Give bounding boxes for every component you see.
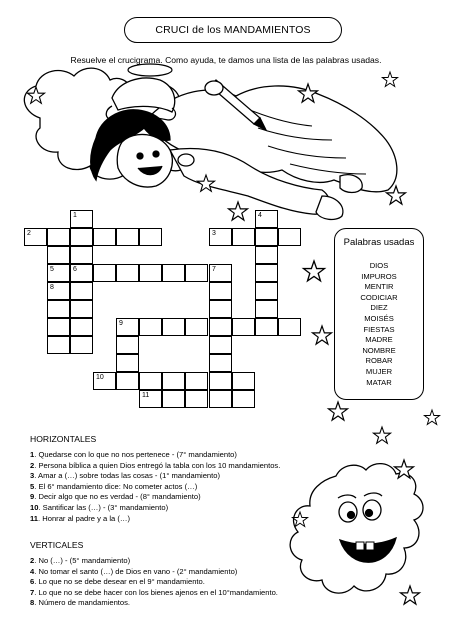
crossword-cell[interactable]: [116, 336, 139, 354]
clue-number: 9: [119, 320, 123, 327]
crossword-cell[interactable]: [255, 210, 278, 228]
crossword-cell[interactable]: [47, 246, 70, 264]
crossword-cell[interactable]: [209, 318, 232, 336]
crossword-cell[interactable]: [47, 228, 70, 246]
crossword-cell[interactable]: [162, 318, 185, 336]
crossword-cell[interactable]: [47, 318, 70, 336]
clue-item: [30, 588, 278, 599]
clue-item: [30, 567, 278, 578]
clue-number: 8: [50, 284, 54, 291]
crossword-cell[interactable]: [209, 282, 232, 300]
word-list-item: MENTIR: [364, 282, 394, 292]
word-list-item: MATAR: [366, 377, 392, 387]
clue-item: [30, 450, 280, 461]
word-list: [335, 261, 423, 388]
clue-number: 5: [30, 481, 35, 491]
crossword-cell[interactable]: [162, 372, 185, 390]
crossword-cell[interactable]: [278, 318, 301, 336]
crossword-cell[interactable]: [162, 390, 185, 408]
crossword-cell[interactable]: [47, 300, 70, 318]
crossword-cell[interactable]: [232, 228, 255, 246]
crossword-cell[interactable]: [209, 336, 232, 354]
crossword-cell[interactable]: [185, 264, 208, 282]
clue-number: 1: [73, 212, 77, 219]
instructions: Resuelve el crucigrama. Como ayuda, te damos una lista de las palabras usadas.: [70, 55, 382, 65]
clue-number: 2: [30, 556, 35, 565]
crossword-cell[interactable]: [232, 390, 255, 408]
crossword-cell[interactable]: [255, 282, 278, 300]
word-list-item: NOMBRE: [362, 345, 396, 355]
crossword-cell[interactable]: [209, 390, 232, 408]
crossword-cell[interactable]: [139, 390, 162, 408]
crossword-cell[interactable]: [24, 228, 47, 246]
crossword-cell[interactable]: [255, 300, 278, 318]
clue-number: 11: [142, 392, 150, 399]
clue-text: . Lo que no se debe desear en el 9° mandamiento.: [34, 577, 205, 587]
crossword-cell[interactable]: [116, 372, 139, 390]
clue-item: [30, 514, 280, 525]
word-list-title: Palabras usadas: [343, 237, 415, 248]
clue-text: . Santificar las (…) - (3° mandamiento): [38, 502, 169, 512]
verticales-heading: VERTICALES: [30, 540, 84, 550]
crossword-cell[interactable]: [70, 300, 93, 318]
clue-text: . Persona bíblica a quien Dios entregó la tabla con los 10 mandamientos.: [34, 460, 281, 470]
clue-text: . Número de mandamientos.: [34, 598, 131, 608]
horizontales-clue-list: [30, 450, 280, 524]
word-list-item: CODICIAR: [360, 292, 398, 302]
crossword-cell[interactable]: [255, 228, 278, 246]
clue-number: 11: [30, 513, 39, 523]
clue-number: 9: [30, 492, 35, 502]
clue-number: 10: [30, 502, 39, 512]
clue-number: 3: [30, 471, 35, 481]
crossword-cell[interactable]: [139, 264, 162, 282]
crossword-cell[interactable]: [162, 264, 185, 282]
word-list-item: FIESTAS: [363, 324, 395, 334]
crossword-cell[interactable]: [185, 318, 208, 336]
word-list-item: ROBAR: [365, 356, 393, 366]
crossword-cell[interactable]: [139, 228, 162, 246]
clue-item: [30, 556, 278, 567]
crossword-cell[interactable]: [185, 372, 208, 390]
crossword-cell[interactable]: [93, 264, 116, 282]
word-list-box: [334, 228, 424, 400]
clue-text: . No (…) - (5° mandamiento): [34, 556, 131, 565]
clue-number: 8: [30, 598, 35, 608]
crossword-cell[interactable]: [255, 318, 278, 336]
crossword-cell[interactable]: [70, 282, 93, 300]
crossword-cell[interactable]: [278, 228, 301, 246]
verticales-clue-list: [30, 556, 278, 609]
crossword-cell[interactable]: [116, 228, 139, 246]
clue-item: [30, 577, 278, 588]
clue-text: . Decir algo que no es verdad - (8° mandamiento): [34, 492, 201, 502]
clue-number: 6: [73, 266, 77, 273]
clue-number: 7: [212, 266, 216, 273]
crossword-cell[interactable]: [232, 318, 255, 336]
word-list-item: DIOS: [369, 261, 389, 270]
crossword-cell[interactable]: [185, 390, 208, 408]
clue-number: 10: [96, 374, 104, 381]
clue-text: . Quedarse con lo que no nos pertenece - (7° mandamiento): [34, 450, 237, 459]
page-title: CRUCI de los MANDAMIENTOS: [155, 24, 311, 36]
crossword-cell[interactable]: [93, 228, 116, 246]
crossword-cell[interactable]: [70, 264, 93, 282]
clue-item: [30, 598, 278, 609]
crossword-cell[interactable]: [209, 354, 232, 372]
word-list-item: IMPUROS: [361, 271, 397, 281]
crossword-cell[interactable]: [47, 282, 70, 300]
word-list-item: MUJER: [365, 366, 393, 376]
horizontales-heading: HORIZONTALES: [30, 434, 97, 444]
crossword-cell[interactable]: [116, 318, 139, 336]
word-list-item: DIEZ: [370, 303, 388, 313]
clue-number: 3: [212, 230, 216, 237]
word-list-item: MOISÉS: [364, 313, 394, 323]
clue-text: . Honrar al padre y a la (…): [38, 513, 131, 523]
crossword-cell[interactable]: [232, 372, 255, 390]
crossword-cell[interactable]: [255, 264, 278, 282]
crossword-cell[interactable]: [70, 318, 93, 336]
crossword-cell[interactable]: [209, 228, 232, 246]
crossword-cell[interactable]: [209, 372, 232, 390]
clue-item: [30, 503, 280, 514]
clue-number: 7: [30, 587, 35, 597]
crossword-cell[interactable]: [70, 336, 93, 354]
crossword-cell[interactable]: [47, 264, 70, 282]
crossword-cell[interactable]: [139, 372, 162, 390]
clue-text: . Lo que no se debe hacer con los bienes ajenos en el 10°mandamiento.: [34, 587, 278, 597]
crossword-cell[interactable]: [209, 300, 232, 318]
crossword-cell[interactable]: [209, 264, 232, 282]
clue-item: [30, 471, 280, 482]
crossword-cell[interactable]: [93, 372, 116, 390]
clue-number: 4: [258, 212, 262, 219]
clue-number: 4: [30, 566, 35, 576]
clue-number: 6: [30, 577, 35, 587]
crossword-cell[interactable]: [70, 228, 93, 246]
clue-item: [30, 482, 280, 493]
clue-number: 1: [30, 450, 35, 459]
clue-number: 2: [27, 230, 31, 237]
clue-text: . El 6° mandamiento dice: No cometer actos (…): [34, 481, 198, 491]
clue-item: [30, 492, 280, 503]
clue-item: [30, 461, 280, 472]
clue-text: . No tomar el santo (…) de Dios en vano - (2° mandamiento): [34, 566, 238, 576]
crossword-cell[interactable]: [70, 210, 93, 228]
crossword-cell[interactable]: [70, 246, 93, 264]
clue-text: . Amar a (…) sobre todas las cosas - (1° mandamiento): [34, 471, 221, 481]
crossword-cell[interactable]: [255, 246, 278, 264]
crossword-cell[interactable]: [116, 354, 139, 372]
clue-number: 5: [50, 266, 54, 273]
crossword-cell[interactable]: [116, 264, 139, 282]
crossword-cell[interactable]: [139, 318, 162, 336]
crossword-cell[interactable]: [47, 336, 70, 354]
clue-number: 2: [30, 460, 35, 470]
word-list-item: MADRE: [365, 335, 393, 345]
